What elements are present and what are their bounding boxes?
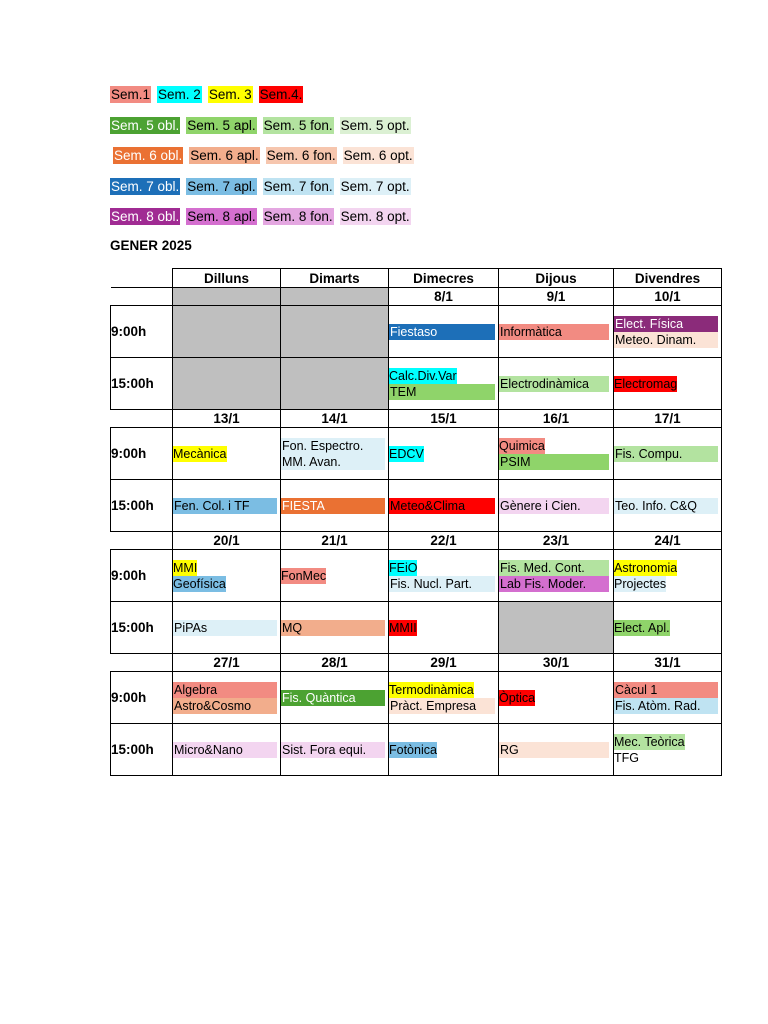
date-cell: 21/1 <box>281 532 389 550</box>
day-header-row <box>111 269 722 288</box>
course-entry[interactable]: MMII <box>389 620 417 635</box>
schedule-cell[interactable] <box>499 724 614 776</box>
date-cell: 27/1 <box>173 654 281 672</box>
schedule-cell[interactable] <box>389 480 499 532</box>
schedule-cell[interactable] <box>281 480 389 532</box>
course-entry[interactable]: TEM <box>389 384 495 400</box>
date-cell: 15/1 <box>389 410 499 428</box>
course-entry[interactable]: Informàtica <box>499 324 609 340</box>
schedule-cell[interactable] <box>389 358 499 410</box>
schedule-cell[interactable] <box>499 480 614 532</box>
course-entry[interactable]: Electrodinàmica <box>499 376 609 392</box>
course-entry[interactable]: Fis. Compu. <box>614 446 718 462</box>
day-header: Dijous <box>499 269 614 288</box>
date-cell: 17/1 <box>614 410 722 428</box>
date-row <box>111 410 722 428</box>
date-row-spacer <box>111 410 173 428</box>
course-entry[interactable]: Pràct. Empresa <box>389 698 495 714</box>
schedule-cell[interactable] <box>614 550 722 602</box>
schedule-cell[interactable] <box>614 480 722 532</box>
afternoon-row <box>111 602 722 654</box>
time-label: 9:00h <box>111 550 173 602</box>
schedule-cell[interactable] <box>173 672 281 724</box>
legend-row-7 <box>110 178 420 209</box>
afternoon-row <box>111 358 722 410</box>
schedule-cell[interactable] <box>281 724 389 776</box>
date-cell: 24/1 <box>614 532 722 550</box>
legend-row-6 <box>110 147 420 178</box>
legend-sem7-apl: Sem. 7 apl. <box>187 178 256 194</box>
date-cell: 13/1 <box>173 410 281 428</box>
legend-sem4: Sem.4. <box>259 87 303 102</box>
time-label: 15:00h <box>111 358 173 410</box>
morning-row <box>111 550 722 602</box>
legend-sem7-obl: Sem. 7 obl. <box>111 178 180 194</box>
schedule-cell[interactable] <box>614 306 722 358</box>
schedule-cell[interactable] <box>499 428 614 480</box>
month-heading: GENER 2025 <box>110 238 192 253</box>
course-entry[interactable]: Càcul 1 <box>614 682 718 698</box>
course-entry[interactable]: TFG <box>614 750 639 765</box>
course-entry[interactable]: Astro&Cosmo <box>173 698 277 714</box>
schedule-body <box>111 288 722 776</box>
course-entry[interactable]: Quimica <box>499 438 545 453</box>
course-entry[interactable]: Fotònica <box>389 742 437 757</box>
course-entry[interactable]: PiPAs <box>173 620 277 636</box>
legend-sem6-obl: Sem. 6 obl. <box>114 148 183 163</box>
date-row <box>111 288 722 306</box>
course-entry[interactable]: Fis. Atòm. Rad. <box>614 698 718 714</box>
course-entry[interactable]: Mec. Teòrica <box>614 734 685 749</box>
legend-sem3: Sem. 3 <box>208 87 252 102</box>
day-header: Divendres <box>614 269 722 288</box>
date-row-spacer <box>111 654 173 672</box>
day-header: Dimarts <box>281 269 389 288</box>
schedule-cell[interactable] <box>614 602 722 654</box>
afternoon-row <box>111 724 722 776</box>
course-entry[interactable]: Astronomia <box>614 560 678 575</box>
course-entry[interactable]: RG <box>499 742 609 758</box>
course-entry[interactable]: Fis. Med. Cont. <box>499 560 609 576</box>
date-cell: 14/1 <box>281 410 389 428</box>
schedule-cell[interactable] <box>499 602 614 654</box>
legend-sem6-fon: Sem. 6 fon. <box>266 148 336 163</box>
course-entry[interactable]: Sist. Fora equi. <box>281 742 385 758</box>
time-label: 9:00h <box>111 306 173 358</box>
morning-row <box>111 306 722 358</box>
course-entry[interactable]: FIESTA <box>281 498 385 514</box>
legend-sem2: Sem. 2 <box>158 87 201 102</box>
course-entry[interactable]: PSIM <box>499 454 609 470</box>
legend-sem5-obl: Sem. 5 obl. <box>111 117 180 133</box>
course-entry[interactable]: MQ <box>281 620 385 636</box>
course-entry[interactable]: Calc.Div.Var <box>389 368 457 383</box>
legend-sem7-opt: Sem. 7 opt. <box>340 178 410 194</box>
legend-row-8 <box>110 208 420 239</box>
schedule-cell[interactable] <box>281 602 389 654</box>
schedule-cell[interactable] <box>173 724 281 776</box>
schedule-cell[interactable] <box>173 428 281 480</box>
date-cell: 20/1 <box>173 532 281 550</box>
legend-sem5-fon: Sem. 5 fon. <box>263 117 333 133</box>
semester-legend <box>110 86 420 239</box>
schedule-cell[interactable] <box>614 672 722 724</box>
morning-row <box>111 672 722 724</box>
legend-sem1: Sem.1 <box>111 87 151 102</box>
schedule-cell[interactable] <box>499 672 614 724</box>
date-cell: 28/1 <box>281 654 389 672</box>
schedule-cell[interactable] <box>173 602 281 654</box>
course-entry[interactable]: Algebra <box>173 682 277 698</box>
date-cell: 10/1 <box>614 288 722 306</box>
course-entry[interactable]: Òptica <box>499 690 536 705</box>
legend-sem8-opt: Sem. 8 opt. <box>340 209 410 224</box>
schedule-cell[interactable] <box>389 724 499 776</box>
day-header: Dimecres <box>389 269 499 288</box>
legend-sem6-apl: Sem. 6 apl. <box>190 148 259 163</box>
schedule-cell[interactable] <box>281 550 389 602</box>
date-row <box>111 654 722 672</box>
course-entry[interactable]: Elect. Apl. <box>614 620 670 635</box>
legend-row-1 <box>110 86 420 117</box>
legend-row-5 <box>110 117 420 148</box>
schedule-cell[interactable] <box>281 306 389 358</box>
legend-sem5-opt: Sem. 5 opt. <box>340 117 410 133</box>
schedule-cell[interactable] <box>389 672 499 724</box>
schedule-cell[interactable] <box>614 358 722 410</box>
date-row-spacer <box>111 532 173 550</box>
legend-sem8-fon: Sem. 8 fon. <box>263 209 333 224</box>
course-entry[interactable]: Teo. Info. C&Q <box>614 498 718 514</box>
time-label: 15:00h <box>111 480 173 532</box>
date-cell: 29/1 <box>389 654 499 672</box>
schedule-cell[interactable] <box>173 358 281 410</box>
course-entry[interactable]: Geofísica <box>173 576 226 591</box>
schedule-cell[interactable] <box>499 550 614 602</box>
schedule-cell[interactable] <box>389 550 499 602</box>
course-entry[interactable]: Elect. Física <box>614 316 718 332</box>
course-entry[interactable]: EDCV <box>389 446 424 461</box>
course-entry[interactable]: Fis. Quàntica <box>281 690 385 706</box>
course-entry[interactable]: Fen. Col. i TF <box>173 498 277 514</box>
schedule-table <box>110 268 722 776</box>
date-cell: 16/1 <box>499 410 614 428</box>
time-label: 15:00h <box>111 724 173 776</box>
schedule-cell[interactable] <box>499 358 614 410</box>
legend-sem7-fon: Sem. 7 fon. <box>263 178 333 194</box>
course-entry[interactable]: Fiestaso <box>389 324 495 340</box>
date-cell: 23/1 <box>499 532 614 550</box>
schedule-cell[interactable] <box>614 724 722 776</box>
schedule-cell[interactable] <box>614 428 722 480</box>
legend-sem6-opt: Sem. 6 opt. <box>343 148 413 163</box>
schedule-cell[interactable] <box>499 306 614 358</box>
course-entry[interactable]: Termodinàmica <box>389 682 474 697</box>
time-label: 15:00h <box>111 602 173 654</box>
afternoon-row <box>111 480 722 532</box>
day-header: Dilluns <box>173 269 281 288</box>
course-entry[interactable]: Lab Fis. Moder. <box>499 576 609 592</box>
date-cell <box>173 288 281 306</box>
schedule-cell[interactable] <box>173 480 281 532</box>
course-entry[interactable]: Micro&Nano <box>173 742 277 758</box>
date-cell: 30/1 <box>499 654 614 672</box>
schedule-cell[interactable] <box>389 428 499 480</box>
course-entry[interactable]: MMI <box>173 560 198 575</box>
course-entry[interactable]: Fon. Espectro. <box>281 438 385 454</box>
morning-row <box>111 428 722 480</box>
course-entry[interactable]: MM. Avan. <box>281 454 385 470</box>
course-entry[interactable]: Meteo&Clima <box>389 498 495 514</box>
schedule-cell[interactable] <box>281 672 389 724</box>
schedule-cell[interactable] <box>173 550 281 602</box>
date-row <box>111 532 722 550</box>
corner-cell <box>111 269 173 288</box>
schedule-cell[interactable] <box>281 428 389 480</box>
schedule-cell[interactable] <box>389 306 499 358</box>
legend-sem8-obl: Sem. 8 obl. <box>111 209 180 224</box>
course-entry[interactable]: Projectes <box>614 576 667 591</box>
course-entry[interactable]: Electromag <box>614 376 678 391</box>
date-cell: 31/1 <box>614 654 722 672</box>
course-entry[interactable]: FonMec <box>281 568 327 583</box>
schedule-cell[interactable] <box>281 358 389 410</box>
date-cell: 22/1 <box>389 532 499 550</box>
schedule-cell[interactable] <box>173 306 281 358</box>
legend-sem5-apl: Sem. 5 apl. <box>187 117 256 133</box>
course-entry[interactable]: Gènere i Cien. <box>499 498 609 514</box>
course-entry[interactable]: FEiO <box>389 560 418 575</box>
date-cell <box>281 288 389 306</box>
time-label: 9:00h <box>111 672 173 724</box>
schedule-cell[interactable] <box>389 602 499 654</box>
course-entry[interactable]: Fis. Nucl. Part. <box>389 576 495 592</box>
course-entry[interactable]: Mecànica <box>173 446 227 461</box>
date-row-spacer <box>111 288 173 306</box>
date-cell: 9/1 <box>499 288 614 306</box>
time-label: 9:00h <box>111 428 173 480</box>
date-cell: 8/1 <box>389 288 499 306</box>
legend-sem8-apl: Sem. 8 apl. <box>187 209 256 224</box>
course-entry[interactable]: Meteo. Dinam. <box>614 332 718 348</box>
